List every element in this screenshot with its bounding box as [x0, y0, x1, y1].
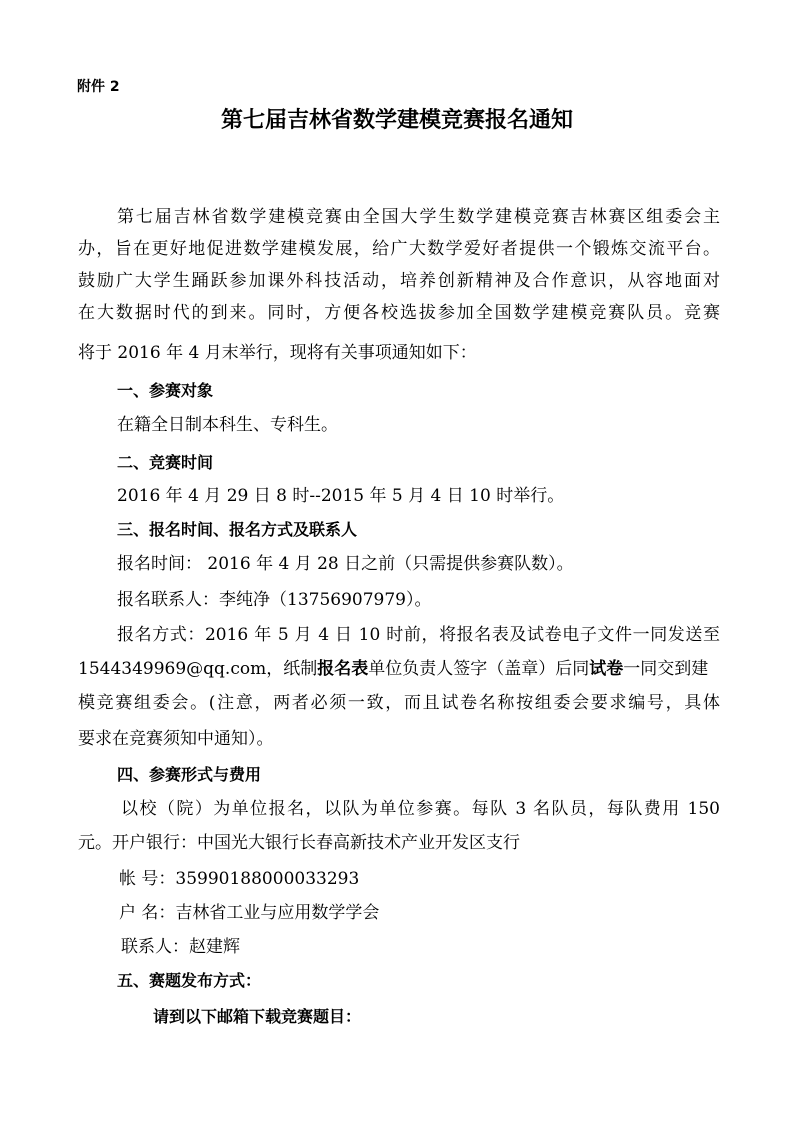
- intro-line-3: 鼓励广大学生踊跃参加课外科技活动，培养创新精神及合作意识，从容地面对: [78, 271, 720, 291]
- intro-line-5: 将于 2016 年 4 月末举行，现将有关事项通知如下：: [78, 343, 477, 363]
- section-5-subheading: 请到以下邮箱下载竞赛题目：: [153, 1007, 362, 1026]
- section-1-heading: 一、参赛对象: [117, 381, 214, 400]
- intro-line-4: 在大数据时代的到来。同时，方便各校选拔参加全国数学建模竞赛队员。竞赛: [78, 303, 720, 323]
- fee-contact: 联系人：赵建辉: [121, 937, 240, 957]
- section-3-heading: 三、报名时间、报名方式及联系人: [117, 520, 358, 539]
- registration-method-line-3: 模竞赛组委会。(注意，两者必须一致，而且试卷名称按组委会要求编号，具体: [78, 693, 720, 713]
- intro-line-1: 第七届吉林省数学建模竞赛由全国大学生数学建模竞赛吉林赛区组委会主: [117, 207, 720, 227]
- registration-form-emphasis: 报名表: [317, 659, 369, 679]
- page-title: 第七届吉林省数学建模竞赛报名通知: [220, 108, 573, 133]
- account-holder: 户 名：吉林省工业与应用数学学会: [119, 903, 380, 923]
- registration-email: 1544349969@qq.com，纸制: [78, 659, 318, 679]
- fee-line-2: 元。开户银行：中国光大银行长春高新技术产业开发区支行: [78, 833, 520, 853]
- fee-line-1: 以校（院）为单位报名，以队为单位参赛。每队 3 名队员，每队费用 150: [121, 799, 720, 819]
- section-4-heading: 四、参赛形式与费用: [117, 765, 262, 784]
- exam-paper-emphasis: 试卷: [589, 659, 624, 679]
- registration-method-line-2: [78, 656, 720, 682]
- intro-line-2: 办，旨在更好地促进数学建模发展，给广大数学爱好者提供一个锻炼交流平台。: [78, 239, 720, 259]
- section-2-heading: 二、竞赛时间: [117, 453, 214, 472]
- section-5-heading: 五、赛题发布方式：: [117, 971, 262, 990]
- bank-account: 帐 号：35990188000033293: [119, 869, 360, 889]
- registration-method-line-4: 要求在竞赛须知中通知）。: [78, 729, 274, 749]
- registration-method-line-1: 报名方式：2016 年 5 月 4 日 10 时前，将报名表及试卷电子文件一同发送至: [117, 625, 720, 645]
- registration-method-text: 单位负责人签字（盖章）后同: [368, 659, 590, 679]
- section-1-text: 在籍全日制本科生、专科生。: [117, 415, 338, 435]
- registration-time: 报名时间： 2016 年 4 月 28 日之前（只需提供参赛队数）。: [117, 554, 574, 574]
- registration-contact: 报名联系人：李纯净（13756907979）。: [117, 590, 432, 610]
- attachment-label: 附件 2: [77, 79, 120, 95]
- registration-method-text-end: 一同交到建: [623, 659, 709, 679]
- section-2-text: 2016 年 4 月 29 日 8 时--2015 年 5 月 4 日 10 时举行。: [117, 486, 565, 506]
